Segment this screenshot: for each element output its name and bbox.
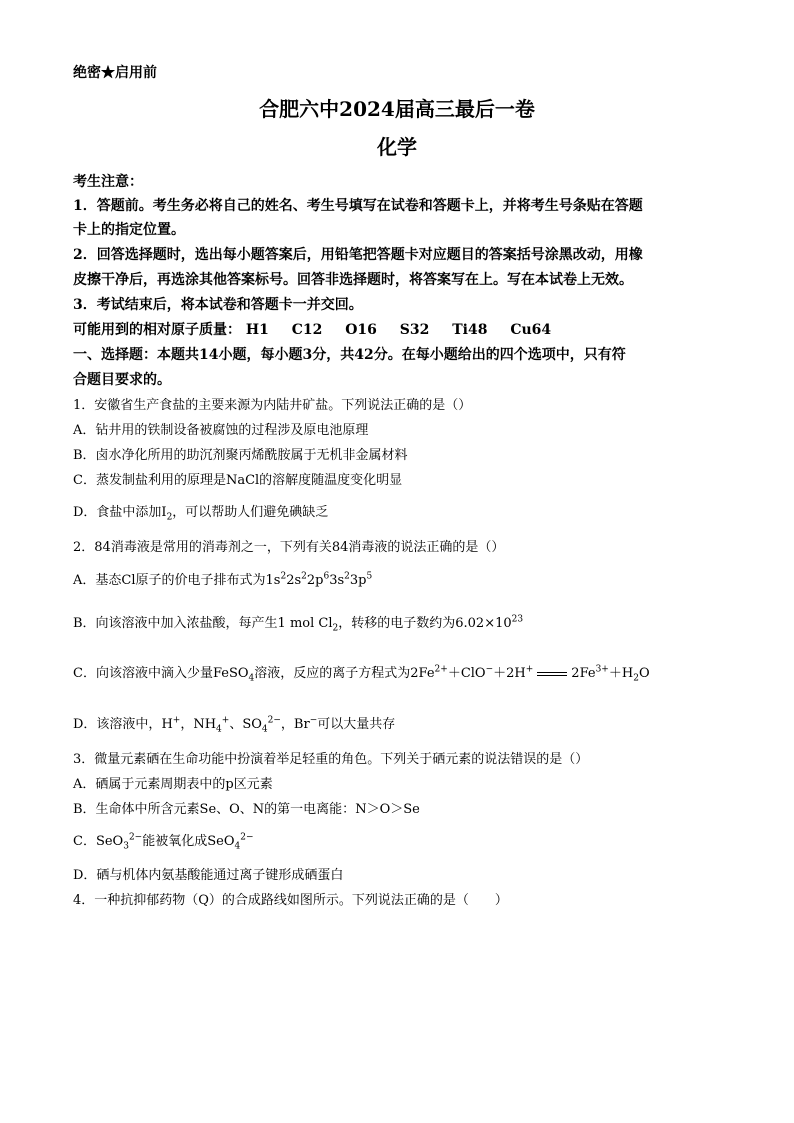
q3-option-a: A．硒属于元素周期表中的p区元素	[73, 777, 273, 792]
q2-stem: 2．84消毒液是常用的消毒剂之一，下列有关84消毒液的说法正确的是（）	[73, 540, 505, 555]
q2-c-text: C．向该溶液中滴入少量FeSO	[73, 666, 249, 681]
atomic-mass-ti: Ti48	[452, 322, 488, 338]
note-1-line-1: 1．答题前。考生务必将自己的姓名、考生号填写在试卷和答题卡上，并将考生号条贴在答题	[73, 198, 643, 214]
q1-d-text-end: ，可以帮助人们避免碘缺乏	[172, 505, 329, 520]
confidential-mark: 绝密★启用前	[73, 65, 157, 81]
q1-d-subscript: 2	[166, 512, 173, 523]
q2-a-text: A．基态Cl原子的价电子排布式为	[73, 573, 266, 588]
q2-b-subscript: 2	[332, 623, 339, 634]
q3-c-text: 能被氧化成	[142, 834, 208, 849]
ion-list: H+，$NH_4^+$、$SO_4^{2-}$，Br−	[161, 715, 318, 735]
q2-b-text: B．向该溶液中加入浓盐酸，每产生1 mol Cl	[73, 616, 333, 631]
electron-config: $1s^22s^22p^63s^23p^5$	[265, 571, 373, 588]
section-heading-line-1: 一、选择题：本题共14小题，每小题3分，共42分。在每小题给出的四个选项中，只有符	[73, 347, 626, 363]
note-2-line-1: 2．回答选择题时，选出每小题答案后，用铅笔把答题卡对应题目的答案括号涂黑改动，用橡	[73, 247, 643, 263]
q1-stem: 1．安徽省生产食盐的主要来源为内陆井矿盐。下列说法正确的是（）	[73, 398, 472, 413]
q3-b-relation: N＞O＞Se	[355, 802, 420, 817]
selenate-ion: SeO$_4^{2-}$	[207, 832, 254, 852]
q1-option-a: A．钻井用的铁制设备被腐蚀的过程涉及原电池原理	[73, 423, 369, 438]
q2-b-text-mid: ，转移的电子数约为6.02×10	[338, 616, 512, 631]
q2-c-subscript: 4	[248, 673, 255, 684]
note-1-line-2: 卡上的指定位置。	[73, 222, 185, 238]
q2-d-text-end: 可以大量共存	[317, 717, 396, 732]
q3-option-c	[73, 832, 254, 852]
subject-title: 化学	[377, 135, 417, 159]
atomic-mass-o: O16	[345, 322, 377, 338]
q4-stem: 4．一种抗抑郁药物（Q）的合成路线如图所示。下列说法正确的是（ ）	[73, 893, 508, 908]
q1-option-b: B．卤水净化所用的助沉剂聚丙烯酰胺属于无机非金属材料	[73, 448, 408, 463]
q3-option-b	[73, 803, 420, 816]
exam-title: 合肥六中2024届高三最后一卷	[259, 97, 535, 121]
selenite-ion: SeO$_3^{2-}$	[95, 832, 143, 852]
section-heading-line-2: 合题目要求的。	[73, 372, 171, 388]
q3-b-text: B．生命体中所含元素Se、O、N的第一电离能：	[73, 802, 356, 817]
q2-option-d	[73, 715, 396, 735]
atomic-mass-c: C12	[291, 322, 323, 338]
q1-option-d	[73, 505, 329, 523]
q2-d-text: D．该溶液中，	[73, 717, 162, 732]
notes-heading: 考生注意：	[73, 174, 143, 190]
q3-option-d: D．硒与机体内氨基酸能通过离子键形成硒蛋白	[73, 868, 344, 883]
q2-option-c	[73, 664, 650, 684]
q3-c-label: C．	[73, 834, 96, 849]
q1-d-text: D．食盐中添加I	[73, 505, 167, 520]
note-3: 3．考试结束后，将本试卷和答题卡一并交回。	[73, 297, 363, 313]
q2-option-a	[73, 571, 373, 588]
q3-stem: 3．微量元素硒在生命功能中扮演着举足轻重的角色。下列关于硒元素的说法错误的是（）	[73, 752, 589, 767]
q2-b-exponent: 23	[511, 614, 524, 625]
q2-c-text-mid: 溶液，反应的离子方程式为	[254, 666, 411, 681]
atomic-mass-h: H1	[245, 322, 269, 338]
atomic-mass-s: S32	[399, 322, 430, 338]
q2-option-b	[73, 614, 524, 634]
q1-option-c: C．蒸发制盐利用的原理是NaCl的溶解度随温度变化明显	[73, 473, 403, 488]
atomic-mass-line	[73, 323, 551, 337]
atomic-mass-cu: Cu64	[510, 322, 552, 338]
note-2-line-2: 皮擦干净后，再选涂其他答案标号。回答非选择题时，将答案写在上。写在本试卷上无效。	[73, 272, 633, 288]
ionic-equation: $2Fe^{2+}+ClO^-+2H^+$ $2Fe^{3+}+H_2O$	[410, 664, 650, 684]
atomic-mass-label: 可能用到的相对原子质量：	[73, 322, 241, 338]
